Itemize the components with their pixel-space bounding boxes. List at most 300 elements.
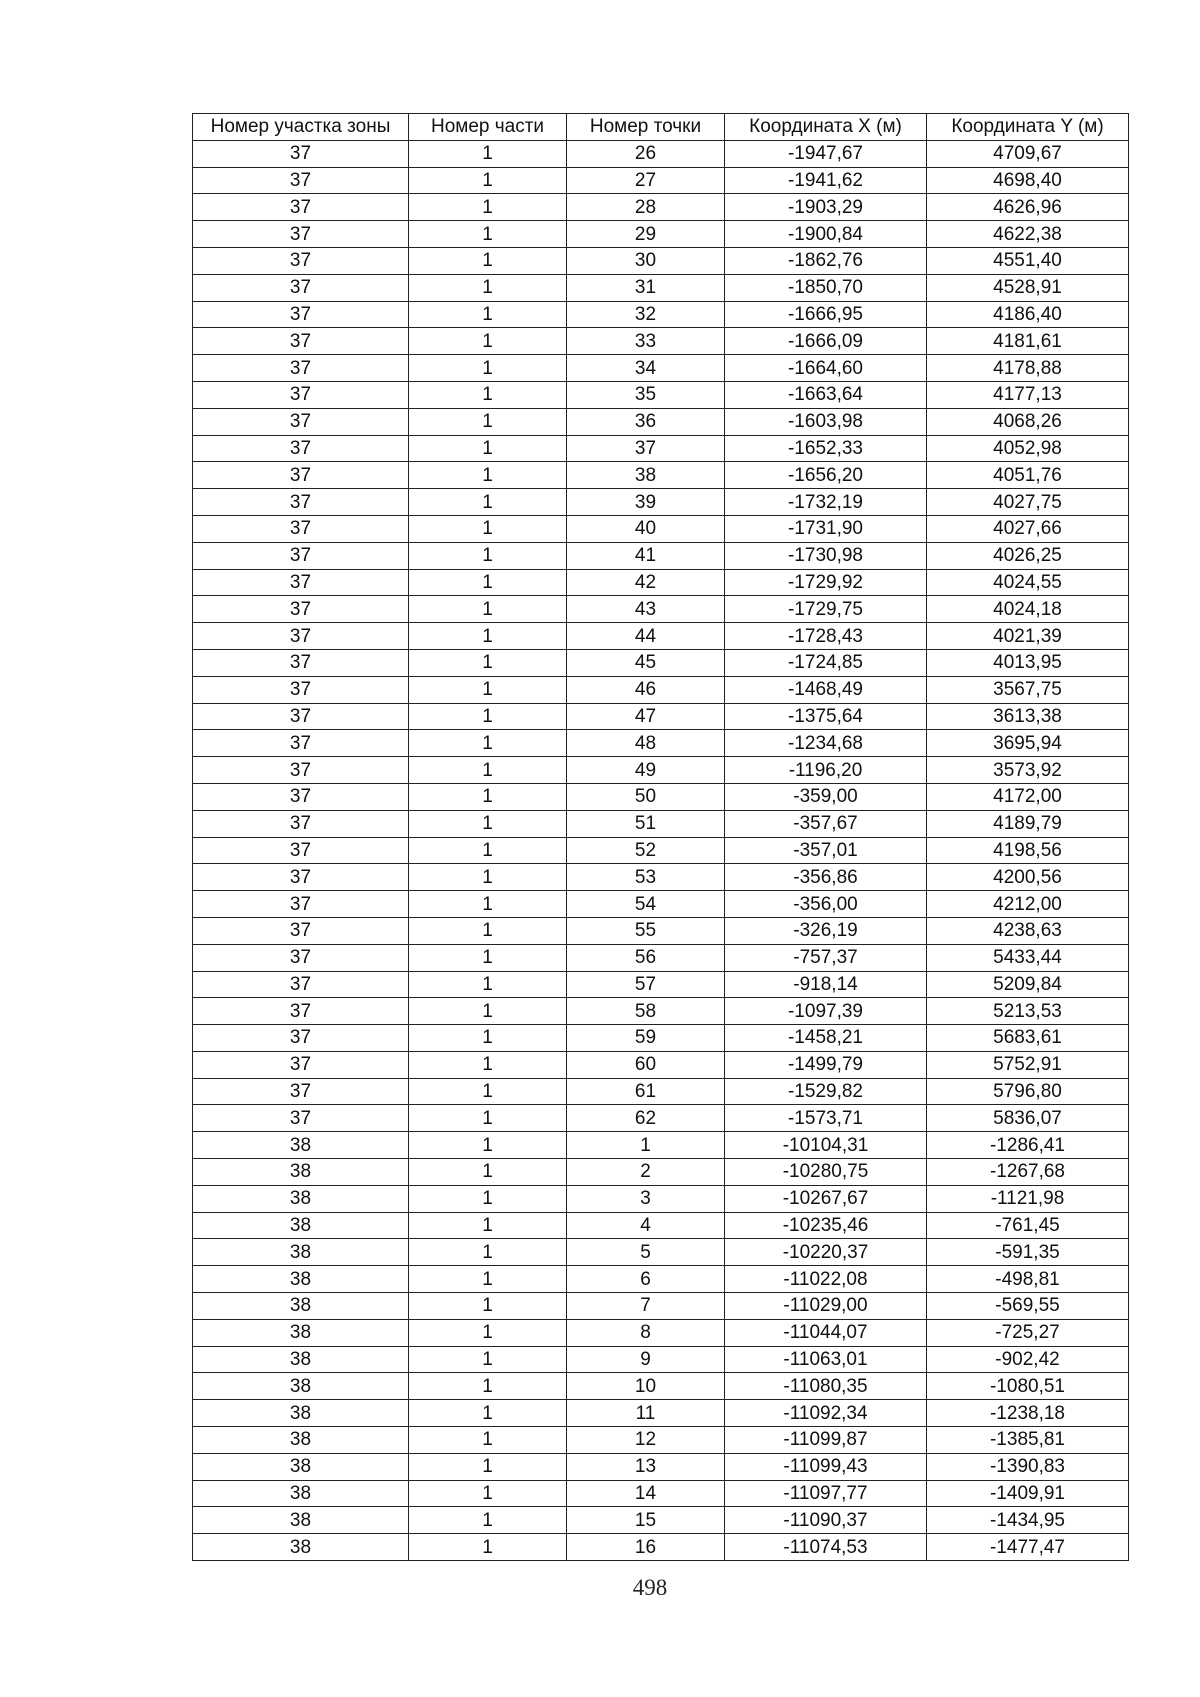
cell-zone-section: 37 (193, 730, 409, 757)
cell-part-number: 1 (409, 569, 567, 596)
cell-point-number: 55 (567, 917, 725, 944)
cell-point-number: 28 (567, 194, 725, 221)
cell-point-number: 27 (567, 167, 725, 194)
table-row (193, 1078, 1129, 1105)
cell-zone-section: 37 (193, 569, 409, 596)
cell-coordinate-y: 4027,75 (927, 489, 1129, 516)
cell-coordinate-y: 5209,84 (927, 971, 1129, 998)
cell-zone-section: 38 (193, 1453, 409, 1480)
cell-zone-section: 38 (193, 1480, 409, 1507)
cell-part-number: 1 (409, 864, 567, 891)
cell-coordinate-x: -10267,67 (725, 1185, 927, 1212)
cell-point-number: 58 (567, 998, 725, 1025)
cell-point-number: 13 (567, 1453, 725, 1480)
cell-point-number: 6 (567, 1266, 725, 1293)
cell-point-number: 11 (567, 1400, 725, 1427)
cell-point-number: 61 (567, 1078, 725, 1105)
cell-zone-section: 37 (193, 676, 409, 703)
cell-coordinate-x: -1862,76 (725, 247, 927, 274)
table-body (193, 140, 1129, 1560)
cell-point-number: 54 (567, 891, 725, 918)
cell-point-number: 42 (567, 569, 725, 596)
cell-coordinate-y: 5213,53 (927, 998, 1129, 1025)
cell-zone-section: 37 (193, 140, 409, 167)
cell-coordinate-y: 5752,91 (927, 1051, 1129, 1078)
cell-coordinate-x: -1730,98 (725, 542, 927, 569)
cell-coordinate-y: 4172,00 (927, 783, 1129, 810)
cell-coordinate-x: -1903,29 (725, 194, 927, 221)
table-row (193, 891, 1129, 918)
cell-zone-section: 38 (193, 1400, 409, 1427)
cell-part-number: 1 (409, 1400, 567, 1427)
cell-coordinate-x: -10220,37 (725, 1239, 927, 1266)
cell-coordinate-x: -11074,53 (725, 1534, 927, 1561)
cell-zone-section: 37 (193, 435, 409, 462)
cell-coordinate-y: 5836,07 (927, 1105, 1129, 1132)
cell-point-number: 30 (567, 247, 725, 274)
cell-part-number: 1 (409, 1507, 567, 1534)
cell-coordinate-y: 5433,44 (927, 944, 1129, 971)
cell-coordinate-x: -11092,34 (725, 1400, 927, 1427)
cell-coordinate-x: -1947,67 (725, 140, 927, 167)
cell-point-number: 34 (567, 355, 725, 382)
cell-part-number: 1 (409, 944, 567, 971)
cell-zone-section: 37 (193, 703, 409, 730)
cell-coordinate-y: -1267,68 (927, 1159, 1129, 1186)
table-row (193, 1185, 1129, 1212)
table-row (193, 757, 1129, 784)
table-header (193, 114, 1129, 141)
cell-point-number: 41 (567, 542, 725, 569)
table-row (193, 917, 1129, 944)
table-row (193, 1293, 1129, 1320)
cell-zone-section: 37 (193, 515, 409, 542)
cell-coordinate-x: -918,14 (725, 971, 927, 998)
cell-point-number: 40 (567, 515, 725, 542)
cell-coordinate-y: 4698,40 (927, 167, 1129, 194)
cell-coordinate-x: -11097,77 (725, 1480, 927, 1507)
table-row (193, 971, 1129, 998)
cell-point-number: 60 (567, 1051, 725, 1078)
cell-coordinate-x: -1603,98 (725, 408, 927, 435)
cell-part-number: 1 (409, 381, 567, 408)
cell-zone-section: 37 (193, 462, 409, 489)
cell-coordinate-y: 3613,38 (927, 703, 1129, 730)
cell-part-number: 1 (409, 1346, 567, 1373)
table-row (193, 1346, 1129, 1373)
cell-point-number: 10 (567, 1373, 725, 1400)
cell-coordinate-x: -11080,35 (725, 1373, 927, 1400)
cell-coordinate-x: -1728,43 (725, 623, 927, 650)
cell-point-number: 32 (567, 301, 725, 328)
table-row (193, 1400, 1129, 1427)
cell-coordinate-y: -1286,41 (927, 1132, 1129, 1159)
cell-zone-section: 37 (193, 596, 409, 623)
cell-point-number: 9 (567, 1346, 725, 1373)
cell-part-number: 1 (409, 998, 567, 1025)
cell-coordinate-x: -1652,33 (725, 435, 927, 462)
cell-coordinate-x: -356,00 (725, 891, 927, 918)
cell-coordinate-x: -1941,62 (725, 167, 927, 194)
cell-coordinate-x: -326,19 (725, 917, 927, 944)
cell-coordinate-x: -1529,82 (725, 1078, 927, 1105)
cell-point-number: 38 (567, 462, 725, 489)
table-row (193, 676, 1129, 703)
cell-coordinate-y: 4026,25 (927, 542, 1129, 569)
table-row (193, 730, 1129, 757)
cell-point-number: 31 (567, 274, 725, 301)
cell-point-number: 57 (567, 971, 725, 998)
cell-zone-section: 37 (193, 864, 409, 891)
cell-zone-section: 37 (193, 542, 409, 569)
cell-coordinate-x: -1664,60 (725, 355, 927, 382)
cell-coordinate-y: -591,35 (927, 1239, 1129, 1266)
cell-coordinate-y: 4186,40 (927, 301, 1129, 328)
cell-coordinate-y: -761,45 (927, 1212, 1129, 1239)
cell-point-number: 14 (567, 1480, 725, 1507)
cell-zone-section: 37 (193, 489, 409, 516)
cell-coordinate-x: -11044,07 (725, 1319, 927, 1346)
cell-coordinate-x: -1900,84 (725, 221, 927, 248)
table-row (193, 1480, 1129, 1507)
table-row (193, 1051, 1129, 1078)
cell-point-number: 53 (567, 864, 725, 891)
cell-coordinate-y: 4013,95 (927, 649, 1129, 676)
table-row (193, 783, 1129, 810)
header-part-number: Номер части (409, 114, 567, 141)
cell-coordinate-x: -11063,01 (725, 1346, 927, 1373)
table-row (193, 1159, 1129, 1186)
table-row (193, 1212, 1129, 1239)
cell-part-number: 1 (409, 328, 567, 355)
cell-zone-section: 37 (193, 891, 409, 918)
cell-zone-section: 37 (193, 623, 409, 650)
cell-coordinate-x: -10104,31 (725, 1132, 927, 1159)
cell-point-number: 1 (567, 1132, 725, 1159)
cell-part-number: 1 (409, 542, 567, 569)
cell-coordinate-x: -357,67 (725, 810, 927, 837)
table-row (193, 623, 1129, 650)
table-row (193, 837, 1129, 864)
cell-coordinate-y: 4200,56 (927, 864, 1129, 891)
cell-coordinate-y: 4198,56 (927, 837, 1129, 864)
cell-zone-section: 37 (193, 328, 409, 355)
page-number: 498 (632, 1575, 668, 1600)
cell-coordinate-y: 4021,39 (927, 623, 1129, 650)
cell-zone-section: 37 (193, 1051, 409, 1078)
cell-coordinate-y: 4626,96 (927, 194, 1129, 221)
table-row (193, 1105, 1129, 1132)
table-row (193, 810, 1129, 837)
cell-coordinate-y: 3573,92 (927, 757, 1129, 784)
table-row (193, 1319, 1129, 1346)
cell-coordinate-x: -1850,70 (725, 274, 927, 301)
cell-point-number: 39 (567, 489, 725, 516)
cell-zone-section: 38 (193, 1534, 409, 1561)
cell-part-number: 1 (409, 1105, 567, 1132)
cell-point-number: 46 (567, 676, 725, 703)
table-row (193, 489, 1129, 516)
cell-point-number: 48 (567, 730, 725, 757)
table-row (193, 194, 1129, 221)
cell-coordinate-y: 4178,88 (927, 355, 1129, 382)
table-row (193, 1132, 1129, 1159)
cell-coordinate-y: -1080,51 (927, 1373, 1129, 1400)
cell-point-number: 29 (567, 221, 725, 248)
cell-coordinate-y: -1121,98 (927, 1185, 1129, 1212)
cell-coordinate-x: -1573,71 (725, 1105, 927, 1132)
cell-coordinate-y: -1390,83 (927, 1453, 1129, 1480)
cell-zone-section: 37 (193, 194, 409, 221)
table-row (193, 328, 1129, 355)
cell-zone-section: 38 (193, 1507, 409, 1534)
cell-point-number: 36 (567, 408, 725, 435)
cell-part-number: 1 (409, 1453, 567, 1480)
cell-coordinate-y: 4027,66 (927, 515, 1129, 542)
cell-coordinate-y: 5683,61 (927, 1025, 1129, 1052)
cell-coordinate-x: -1375,64 (725, 703, 927, 730)
cell-part-number: 1 (409, 783, 567, 810)
cell-part-number: 1 (409, 1293, 567, 1320)
cell-point-number: 2 (567, 1159, 725, 1186)
cell-part-number: 1 (409, 355, 567, 382)
cell-coordinate-y: 4052,98 (927, 435, 1129, 462)
cell-coordinate-y: -569,55 (927, 1293, 1129, 1320)
cell-point-number: 50 (567, 783, 725, 810)
cell-point-number: 16 (567, 1534, 725, 1561)
cell-point-number: 5 (567, 1239, 725, 1266)
cell-point-number: 33 (567, 328, 725, 355)
table-row (193, 381, 1129, 408)
cell-part-number: 1 (409, 810, 567, 837)
cell-part-number: 1 (409, 1212, 567, 1239)
cell-coordinate-x: -1724,85 (725, 649, 927, 676)
table-row (193, 1453, 1129, 1480)
cell-part-number: 1 (409, 301, 567, 328)
cell-part-number: 1 (409, 274, 567, 301)
cell-zone-section: 37 (193, 1078, 409, 1105)
cell-zone-section: 37 (193, 649, 409, 676)
cell-part-number: 1 (409, 703, 567, 730)
header-coordinate-y: Координата Y (м) (927, 114, 1129, 141)
cell-coordinate-y: 4212,00 (927, 891, 1129, 918)
cell-zone-section: 37 (193, 1105, 409, 1132)
cell-coordinate-x: -1468,49 (725, 676, 927, 703)
table-row (193, 1507, 1129, 1534)
cell-coordinate-x: -757,37 (725, 944, 927, 971)
table-row (193, 515, 1129, 542)
cell-coordinate-y: -1434,95 (927, 1507, 1129, 1534)
cell-part-number: 1 (409, 1266, 567, 1293)
table-row (193, 998, 1129, 1025)
table-row (193, 221, 1129, 248)
cell-coordinate-x: -1458,21 (725, 1025, 927, 1052)
cell-point-number: 4 (567, 1212, 725, 1239)
cell-part-number: 1 (409, 462, 567, 489)
cell-zone-section: 37 (193, 301, 409, 328)
cell-part-number: 1 (409, 221, 567, 248)
cell-part-number: 1 (409, 1427, 567, 1454)
table-row (193, 1427, 1129, 1454)
cell-part-number: 1 (409, 649, 567, 676)
cell-part-number: 1 (409, 757, 567, 784)
cell-coordinate-y: 4024,55 (927, 569, 1129, 596)
cell-coordinate-y: -902,42 (927, 1346, 1129, 1373)
cell-coordinate-y: 4238,63 (927, 917, 1129, 944)
table-row (193, 596, 1129, 623)
cell-zone-section: 38 (193, 1346, 409, 1373)
cell-part-number: 1 (409, 489, 567, 516)
cell-part-number: 1 (409, 1132, 567, 1159)
table-row (193, 140, 1129, 167)
cell-zone-section: 38 (193, 1159, 409, 1186)
cell-point-number: 43 (567, 596, 725, 623)
cell-coordinate-y: 4709,67 (927, 140, 1129, 167)
cell-zone-section: 37 (193, 247, 409, 274)
cell-part-number: 1 (409, 1025, 567, 1052)
cell-zone-section: 37 (193, 167, 409, 194)
cell-coordinate-x: -1732,19 (725, 489, 927, 516)
table-row (193, 864, 1129, 891)
cell-coordinate-x: -1729,92 (725, 569, 927, 596)
cell-zone-section: 37 (193, 274, 409, 301)
cell-zone-section: 38 (193, 1212, 409, 1239)
cell-point-number: 52 (567, 837, 725, 864)
cell-part-number: 1 (409, 247, 567, 274)
cell-coordinate-y: -1385,81 (927, 1427, 1129, 1454)
cell-zone-section: 37 (193, 221, 409, 248)
header-row (193, 114, 1129, 141)
cell-point-number: 44 (567, 623, 725, 650)
cell-coordinate-y: -1238,18 (927, 1400, 1129, 1427)
cell-coordinate-x: -1663,64 (725, 381, 927, 408)
cell-part-number: 1 (409, 1480, 567, 1507)
cell-part-number: 1 (409, 167, 567, 194)
cell-part-number: 1 (409, 408, 567, 435)
cell-zone-section: 38 (193, 1266, 409, 1293)
cell-coordinate-x: -359,00 (725, 783, 927, 810)
cell-coordinate-y: 4189,79 (927, 810, 1129, 837)
cell-coordinate-y: -1409,91 (927, 1480, 1129, 1507)
cell-point-number: 12 (567, 1427, 725, 1454)
cell-coordinate-x: -11029,00 (725, 1293, 927, 1320)
cell-point-number: 7 (567, 1293, 725, 1320)
table-row (193, 247, 1129, 274)
coordinates-table (192, 113, 1129, 1561)
cell-zone-section: 37 (193, 837, 409, 864)
cell-point-number: 56 (567, 944, 725, 971)
table-row (193, 408, 1129, 435)
cell-coordinate-x: -1196,20 (725, 757, 927, 784)
cell-zone-section: 38 (193, 1373, 409, 1400)
cell-part-number: 1 (409, 515, 567, 542)
cell-coordinate-x: -1234,68 (725, 730, 927, 757)
cell-coordinate-y: 4024,18 (927, 596, 1129, 623)
cell-part-number: 1 (409, 623, 567, 650)
table-row (193, 1534, 1129, 1561)
cell-point-number: 51 (567, 810, 725, 837)
table-row (193, 944, 1129, 971)
cell-point-number: 45 (567, 649, 725, 676)
cell-coordinate-y: 4068,26 (927, 408, 1129, 435)
table-row (193, 542, 1129, 569)
cell-coordinate-y: 4622,38 (927, 221, 1129, 248)
cell-coordinate-y: 4528,91 (927, 274, 1129, 301)
cell-coordinate-x: -11099,87 (725, 1427, 927, 1454)
cell-part-number: 1 (409, 1185, 567, 1212)
cell-coordinate-x: -1666,95 (725, 301, 927, 328)
cell-point-number: 62 (567, 1105, 725, 1132)
table-row (193, 167, 1129, 194)
cell-zone-section: 38 (193, 1319, 409, 1346)
cell-part-number: 1 (409, 596, 567, 623)
cell-coordinate-x: -1656,20 (725, 462, 927, 489)
cell-part-number: 1 (409, 140, 567, 167)
cell-point-number: 26 (567, 140, 725, 167)
cell-point-number: 49 (567, 757, 725, 784)
cell-coordinate-x: -1666,09 (725, 328, 927, 355)
cell-coordinate-y: -1477,47 (927, 1534, 1129, 1561)
table-row (193, 569, 1129, 596)
cell-zone-section: 37 (193, 998, 409, 1025)
cell-coordinate-y: 3567,75 (927, 676, 1129, 703)
cell-coordinate-x: -11099,43 (725, 1453, 927, 1480)
cell-point-number: 37 (567, 435, 725, 462)
cell-coordinate-x: -356,86 (725, 864, 927, 891)
cell-zone-section: 37 (193, 408, 409, 435)
table-row (193, 435, 1129, 462)
cell-zone-section: 37 (193, 381, 409, 408)
cell-point-number: 59 (567, 1025, 725, 1052)
table-row (193, 1373, 1129, 1400)
cell-part-number: 1 (409, 1051, 567, 1078)
cell-point-number: 47 (567, 703, 725, 730)
cell-coordinate-y: 4551,40 (927, 247, 1129, 274)
cell-coordinate-y: -498,81 (927, 1266, 1129, 1293)
cell-zone-section: 37 (193, 944, 409, 971)
cell-coordinate-x: -11022,08 (725, 1266, 927, 1293)
cell-zone-section: 38 (193, 1185, 409, 1212)
cell-coordinate-x: -10235,46 (725, 1212, 927, 1239)
cell-zone-section: 38 (193, 1132, 409, 1159)
cell-coordinate-x: -1499,79 (725, 1051, 927, 1078)
cell-coordinate-x: -1729,75 (725, 596, 927, 623)
cell-point-number: 15 (567, 1507, 725, 1534)
cell-coordinate-y: 4181,61 (927, 328, 1129, 355)
cell-zone-section: 38 (193, 1293, 409, 1320)
table-row (193, 355, 1129, 382)
cell-part-number: 1 (409, 1373, 567, 1400)
header-point-number: Номер точки (567, 114, 725, 141)
cell-zone-section: 37 (193, 1025, 409, 1052)
cell-coordinate-y: 4177,13 (927, 381, 1129, 408)
cell-zone-section: 37 (193, 355, 409, 382)
cell-coordinate-y: 4051,76 (927, 462, 1129, 489)
table-row (193, 301, 1129, 328)
cell-part-number: 1 (409, 891, 567, 918)
table-row (193, 703, 1129, 730)
cell-zone-section: 37 (193, 810, 409, 837)
cell-coordinate-x: -357,01 (725, 837, 927, 864)
cell-coordinate-x: -1731,90 (725, 515, 927, 542)
header-zone-section: Номер участка зоны (193, 114, 409, 141)
cell-part-number: 1 (409, 1239, 567, 1266)
table-row (193, 1266, 1129, 1293)
table-row (193, 462, 1129, 489)
cell-zone-section: 37 (193, 917, 409, 944)
cell-zone-section: 37 (193, 757, 409, 784)
table-row (193, 1025, 1129, 1052)
